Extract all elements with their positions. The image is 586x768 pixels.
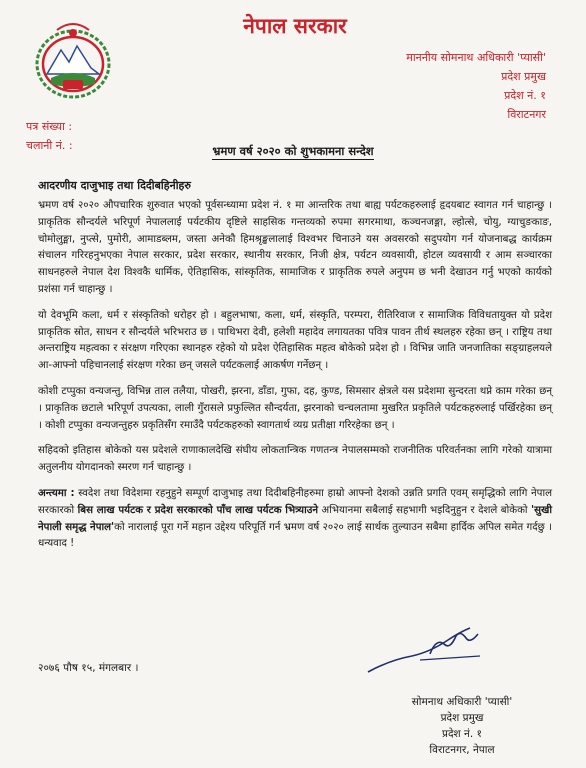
ref-number-label: पत्र संख्या : [26,120,73,133]
office-line: प्रदेश नं. १ [504,89,546,102]
body-paragraph: भ्रमण वर्ष २०२० औपचारिक शुरुवात भएको पूर्वसन्ध्यामा प्रदेश नं. १ मा आन्तरिक तथा बाह्य पर्यटकहरुलाई हृदयबाट स्वागत गर्न चाहान्छु । प्राकृतिक सौन्दर्यले भरिपूर्ण नेपाललाई पर्यटकीय दृष्टिले साहसिक गन्तव्यको रुपमा सगरमाथा, कञ्चनजङ्गा, ल्होत्से, चोयु, ग्याचुङकाङ, चोमोलुङ्मा, नुप्त्से, पुमोरी, आमाडब्लम, जस्ता अनेकौ हिमश्रृङ्खलालाई विश्वभर चिनाउने यस अवसरको सदुपयोग गर्न योजनाबद्ध कार्यक्रम संचालन गरिरहनुभएका नेपाल सरकार, प्रदेश सरकार, स्थानीय सरकार, निजी क्षेत्र, पर्यटन व्यवसायी, होटल व्यवसायी र आम सञ्चारका साधनहरुले नेपाल देश विश्वकै धार्मिक, ऐतिहासिक, सांस्कृतिक, सामाजिक र प्राकृतिक रुपले अनुपम छ भनी देखाउन गर्नु भएको कार्यको प्रशंसा गर्न चाहान्छु । [38,200,552,295]
body-paragraph: कोशी टप्पुका वन्यजन्तु, विभिन्न ताल तलैया, पोखरी, झरना, डाँडा, गुफा, दह, कुण्ड, सिमसार क्षेत्रले यस प्रदेशमा सुन्दरता थप्ने काम गरेका छन् । प्राकृतिक छटाले भरिपूर्ण उपत्यका, लाली गुँरासले प्रफुल्लित सौन्दर्यता, झरनाको चन्चलतामा मुखरित प्रकृतिले पर्यटकहरुलाई पर्खिरहेका छन् । कोशी टप्पुका वन्यजन्तुहरु प्रकृतिसँग रमाउँदै पर्यटकहरुको स्वागतार्थ व्यग्र प्रतीक्षा गरिरहेका छन् । [38,385,552,431]
salutation: आदरणीय दाजुभाइ तथा दिदीबहिनीहरु [38,179,191,192]
closing-highlight: बिस लाख पर्यटक र प्रदेश सरकारको पाँच लाख पर्यटक भित्र्याउने [77,504,318,516]
signer-title: प्रदेश प्रमुख [440,712,484,724]
office-line: विराटनगर [507,108,546,121]
dispatch-number-label: चलानी नं. : [26,139,73,152]
signer-name: सोमनाथ अधिकारी 'प्यासी' [411,696,513,708]
signer-province: प्रदेश नं. १ [442,728,482,740]
subject-text: भ्रमण वर्ष २०२० को शुभकामना सन्देश [212,144,374,158]
office-line: माननीय सोमनाथ अधिकारी 'प्यासी' [406,51,546,64]
closing-text: अभियानमा सबैलाई सहभागी भइदिनुहुन र देशले बोकेको [317,504,531,516]
letter-subject [0,144,586,159]
body-paragraph: सहिदको इतिहास बोकेको यस प्रदेशले राणाकालदेखि संघीय लोकतान्त्रिक गणतन्त्र नेपालसम्मको राजनीतिक परिवर्तनका लागि गरेको यात्रामा अतुलनीय योगदानको स्मरण गर्न चाहान्छु । [38,445,552,474]
nepal-emblem-icon [33,20,113,100]
closing-text: स्वदेश तथा विदेशमा रहनुहुने सम्पूर्ण दाजुभाइ तथा दिदीबहिनीहरुमा हाम्रो आफ्नो देशको उन्नति प्रगति एवम् समृद्धिको लागि नेपाल सरकारको [38,487,552,516]
signer-block [372,694,552,758]
signer-place: विराटनगर, नेपाल [429,744,495,756]
closing-text: को नारालाई पूरा गर्ने महान उद्देश्य परिपूर्ति गर्न भ्रमण वर्ष २०२० लाई सार्थक तुल्याउन सबैमा हार्दिक अपिल समेत गर्दछु । धन्यवाद ! [38,521,552,550]
letter-date: २०७६ पौष १५, मंगलबार । [38,662,139,674]
letter-body [38,198,552,562]
office-line: प्रदेश प्रमुख [501,70,546,83]
closing-slogan: 'सुखी नेपाली समृद्ध नेपाल' [38,504,552,533]
body-paragraph: यो देवभूमि कला, धर्म र संस्कृतिको धरोहर हो । बहुलभाषा, कला, धर्म, संस्कृति, परम्परा, रीतिरिवाज र सामाजिक विविधतायुक्त यो प्रदेश प्राकृतिक स्रोत, साधन र सौन्दर्यले भरिभराउ छ । पाथिभरा देवी, हलेशी महादेव लगायतका पवित्र पावन तीर्थ स्थलहरु रहेका छन् । राष्ट्रिय तथा अन्तराष्ट्रिय महत्वका र संरक्षण गरिएका स्थानहरु रहेको यो प्रदेश ऐतिहासिक महत्व बोकेको प्रदेश हो । विभिन्न जाति जनजातिका सङ्ग्राहलयले आ-आफ्नो पहिचानलाई संरक्षण गरेका छन् जसले पर्यटकलाई आकर्षण गर्नेछन् । [38,309,552,372]
closing-paragraph [38,486,552,553]
office-address-block [346,48,546,124]
government-title: नेपाल सरकार [243,14,347,38]
closing-lead: अन्त्यमा : [38,487,75,499]
signature-icon [360,620,490,680]
